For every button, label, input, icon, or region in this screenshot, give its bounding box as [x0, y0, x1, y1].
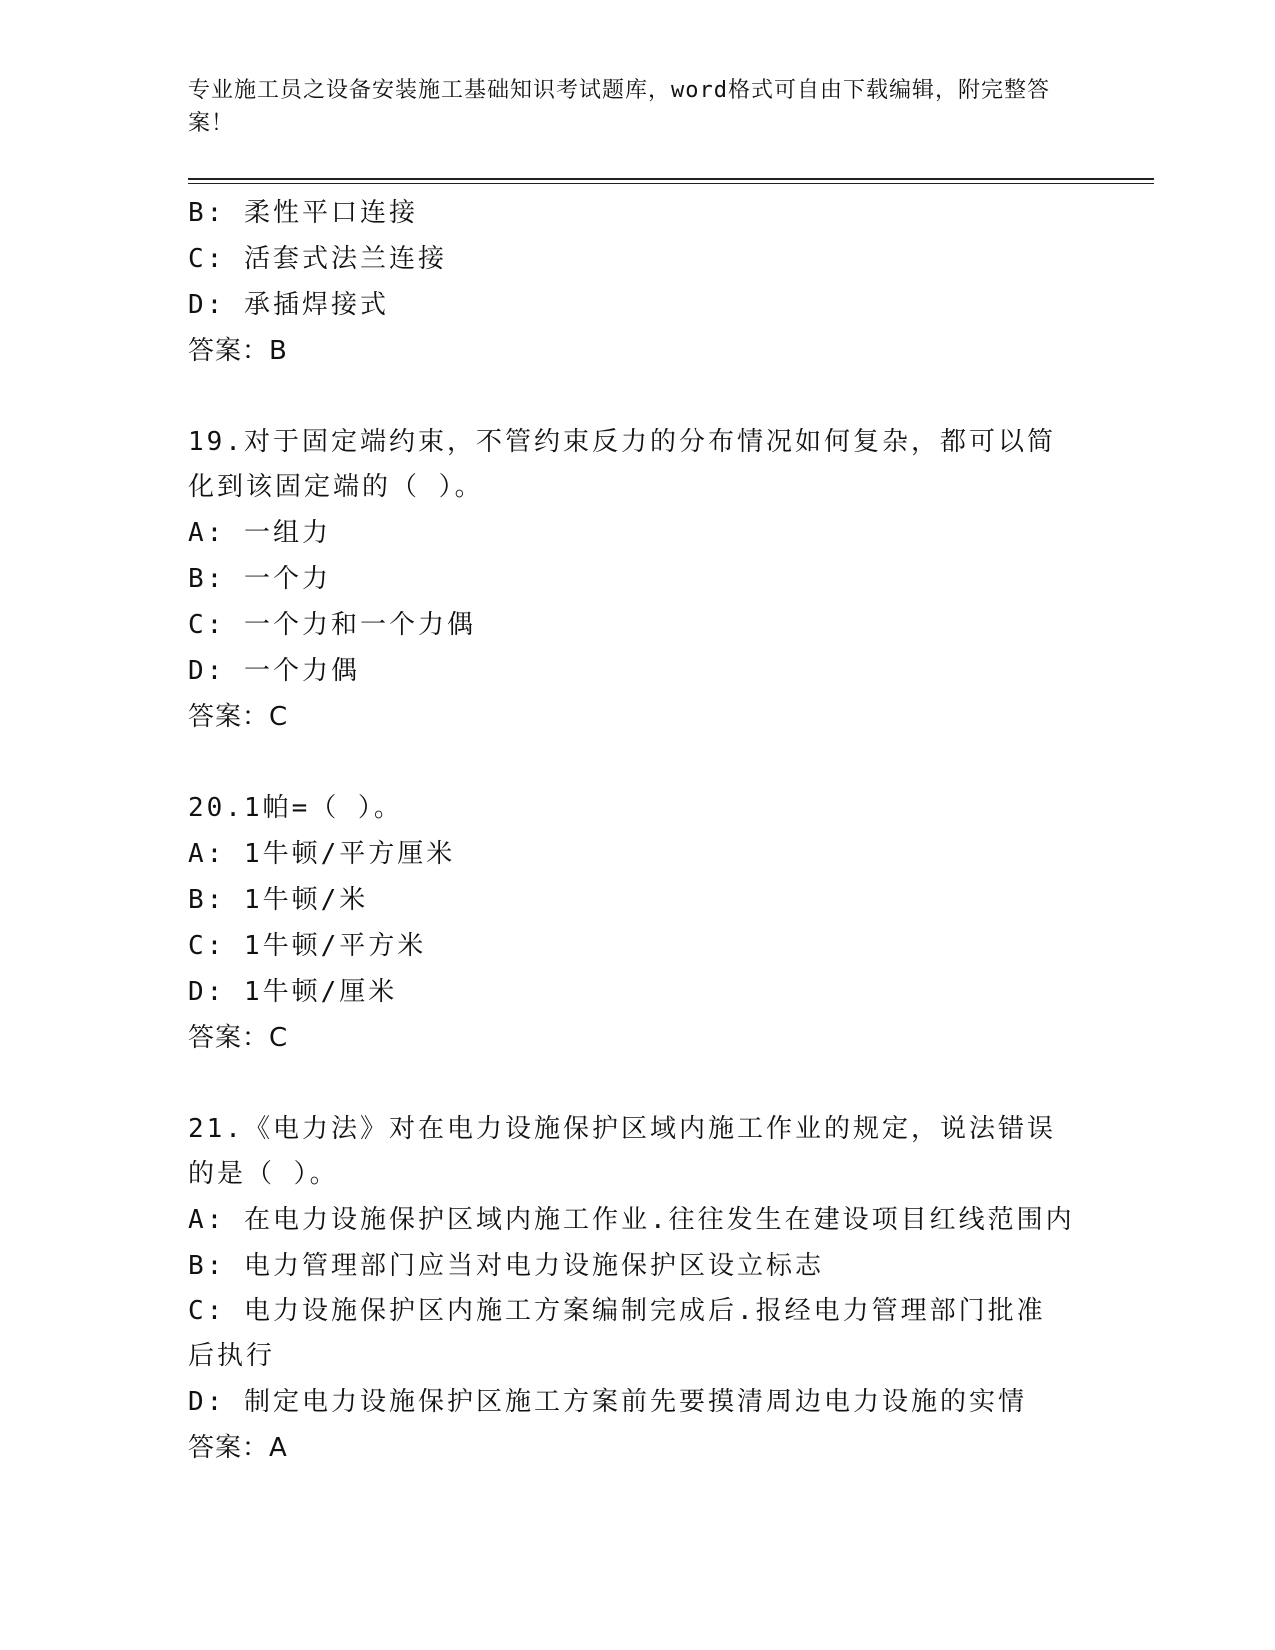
option-c: C: 1牛顿/平方米 [188, 931, 427, 961]
question-20 [188, 786, 1088, 1061]
option-b: B: 1牛顿/米 [188, 885, 369, 915]
question-list [188, 190, 1088, 1471]
question-18-continued [188, 190, 1088, 374]
option-d: D: 承插焊接式 [188, 290, 389, 320]
question-spacer [188, 740, 1088, 786]
option-c: C: 一个力和一个力偶 [188, 610, 476, 640]
question-spacer [188, 1061, 1088, 1107]
question-21 [188, 1107, 1088, 1471]
answer-line: 答案：B [188, 336, 288, 366]
header-title: 专业施工员之设备安装施工基础知识考试题库，word格式可自由下载编辑，附完整答案！ [188, 78, 1050, 136]
option-c: C: 电力设施保护区内施工方案编制完成后.报经电力管理部门批准后执行 [188, 1296, 1046, 1371]
question-stem: 19.对于固定端约束，不管约束反力的分布情况如何复杂，都可以简化到该固定端的（ ）。 [188, 427, 1056, 502]
option-d: D: 1牛顿/厘米 [188, 977, 398, 1007]
header-rule-thick [188, 178, 1154, 180]
answer-line: 答案：C [188, 702, 289, 732]
option-c: C: 活套式法兰连接 [188, 244, 447, 274]
option-a: A: 1牛顿/平方厘米 [188, 839, 456, 869]
question-stem: 21.《电力法》对在电力设施保护区域内施工作业的规定，说法错误的是（ ）。 [188, 1114, 1056, 1189]
option-b: B: 柔性平口连接 [188, 198, 418, 228]
document-header [188, 74, 1068, 140]
question-stem: 20.1帕=（ ）。 [188, 793, 403, 823]
option-d: D: 一个力偶 [188, 656, 360, 686]
answer-line: 答案：A [188, 1433, 288, 1463]
option-a: A: 在电力设施保护区域内施工作业.往往发生在建设项目红线范围内 [188, 1205, 1075, 1235]
question-spacer [188, 374, 1088, 420]
header-rule-thin [188, 183, 1154, 184]
answer-line: 答案：C [188, 1023, 289, 1053]
option-b: B: 一个力 [188, 564, 331, 594]
question-19 [188, 420, 1088, 740]
option-b: B: 电力管理部门应当对电力设施保护区设立标志 [188, 1251, 824, 1281]
option-d: D: 制定电力设施保护区施工方案前先要摸清周边电力设施的实情 [188, 1387, 1027, 1417]
option-a: A: 一组力 [188, 518, 331, 548]
